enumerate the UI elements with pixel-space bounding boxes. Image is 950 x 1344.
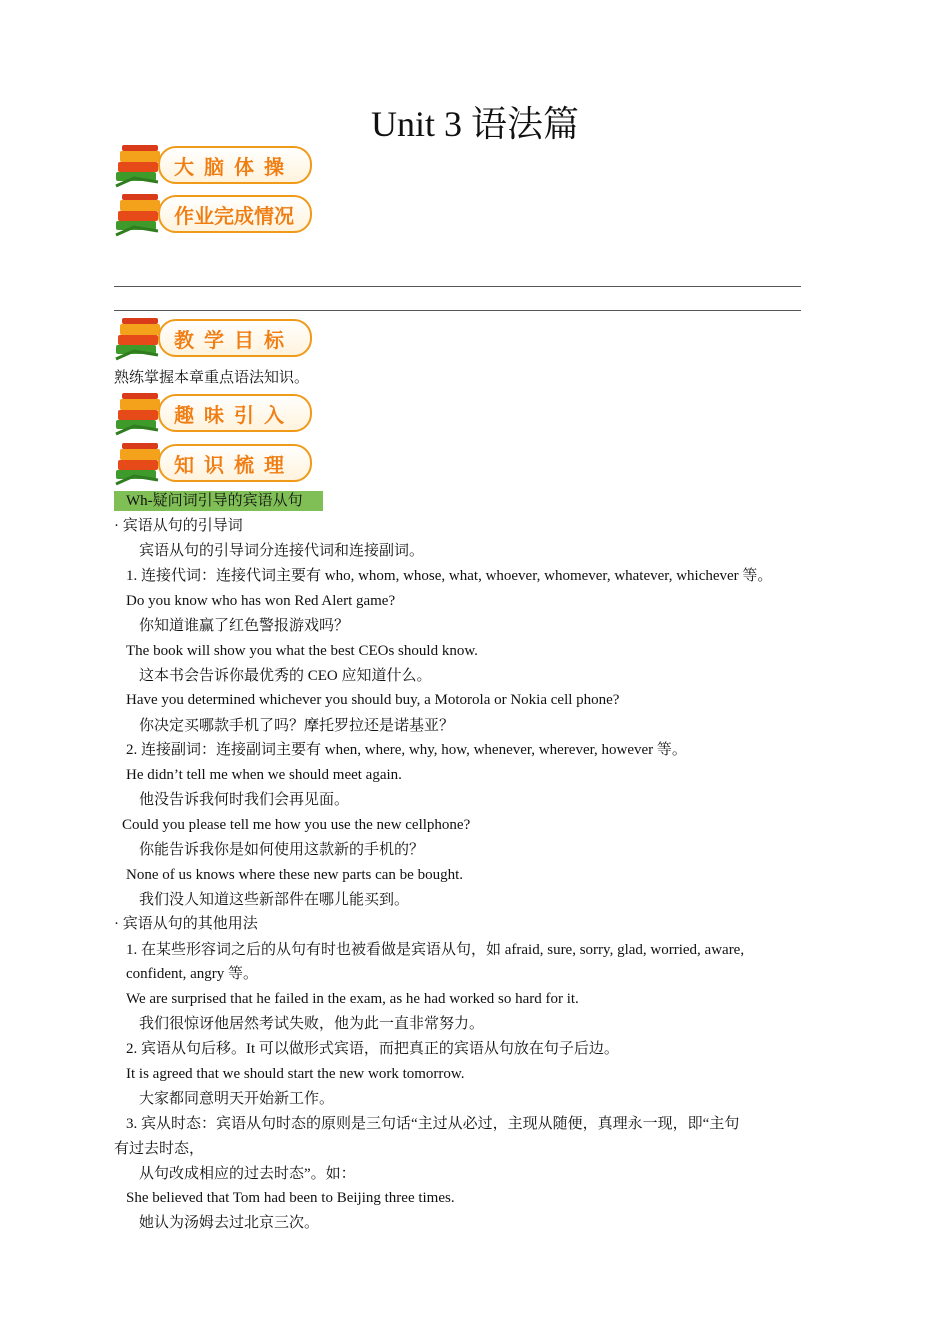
- subheading: · 宾语从句的其他用法: [114, 916, 258, 932]
- badge-pill: 知识梳理: [158, 444, 312, 482]
- example-zh: 这本书会告诉你最优秀的 CEO 应知道什么。: [139, 668, 432, 684]
- example-en: The book will show you what the best CEOs should know.: [126, 643, 478, 659]
- body-line: 1. 在某些形容词之后的从句有时也被看做是宾语从句，如 afraid, sure, sorry, glad, worried, aware,: [126, 942, 745, 958]
- subheading: · 宾语从句的引导词: [114, 518, 243, 534]
- example-zh: 你决定买哪款手机了吗？摩托罗拉还是诺基亚？: [139, 718, 455, 734]
- example-en: None of us knows where these new parts can be bought.: [126, 867, 463, 883]
- body-line: confident, angry 等。: [126, 966, 259, 982]
- example-en: It is agreed that we should start the new work tomorrow.: [126, 1066, 465, 1082]
- section-heading: Wh-疑问词引导的宾语从句: [126, 493, 303, 509]
- body-line: 2. 连接副词：连接副词主要有 when, where, why, how, whenever, wherever, however 等。: [126, 742, 687, 758]
- badge-pill: 大脑体操: [158, 146, 312, 184]
- example-en: Could you please tell me how you use the new cellphone?: [122, 817, 471, 833]
- body-line: 宾语从句的引导词分连接代词和连接副词。: [139, 543, 425, 559]
- example-en: She believed that Tom had been to Beijing three times.: [126, 1190, 455, 1206]
- example-zh: 她认为汤姆去过北京三次。: [139, 1215, 320, 1231]
- answer-line: [114, 286, 801, 287]
- badge-pill: 教学目标: [158, 319, 312, 357]
- example-zh: 大家都同意明天开始新工作。: [139, 1091, 335, 1107]
- example-en: We are surprised that he failed in the exam, as he had worked so hard for it.: [126, 991, 579, 1007]
- example-en: Have you determined whichever you should buy, a Motorola or Nokia cell phone?: [126, 692, 620, 708]
- badge-brain-gym: [114, 142, 310, 188]
- example-zh: 我们没人知道这些新部件在哪儿能买到。: [139, 892, 410, 908]
- badge-teaching-goals: [114, 315, 310, 361]
- body-line: 2. 宾语从句后移。It 可以做形式宾语，而把真正的宾语从句放在句子后边。: [126, 1041, 619, 1057]
- answer-line: [114, 310, 801, 311]
- badge-knowledge: [114, 440, 310, 486]
- badge-pill: 趣味引入: [158, 394, 312, 432]
- page-title: Unit 3 语法篇: [370, 104, 579, 144]
- badge-pill: 作业完成情况: [158, 195, 312, 233]
- example-zh: 他没告诉我何时我们会再见面。: [139, 792, 350, 808]
- body-line: 1. 连接代词：连接代词主要有 who, whom, whose, what, whoever, whomever, whatever, whichever 等。: [126, 568, 773, 584]
- example-en: He didn’t tell me when we should meet again.: [126, 767, 402, 783]
- body-line: 从句改成相应的过去时态”。如：: [139, 1166, 356, 1182]
- example-en: Do you know who has won Red Alert game?: [126, 593, 396, 609]
- goal-text: 熟练掌握本章重点语法知识。: [114, 370, 310, 386]
- badge-homework: [114, 191, 310, 237]
- body-line: 有过去时态，: [114, 1141, 205, 1157]
- badge-fun-intro: [114, 390, 310, 436]
- example-zh: 我们很惊讶他居然考试失败，他为此一直非常努力。: [139, 1016, 485, 1032]
- example-zh: 你能告诉我你是如何使用这款新的手机的？: [139, 842, 425, 858]
- example-zh: 你知道谁赢了红色警报游戏吗？: [139, 618, 350, 634]
- body-line: 3. 宾从时态：宾语从句时态的原则是三句话“主过从必过，主现从随便，真理永一现，即“主句: [126, 1116, 740, 1132]
